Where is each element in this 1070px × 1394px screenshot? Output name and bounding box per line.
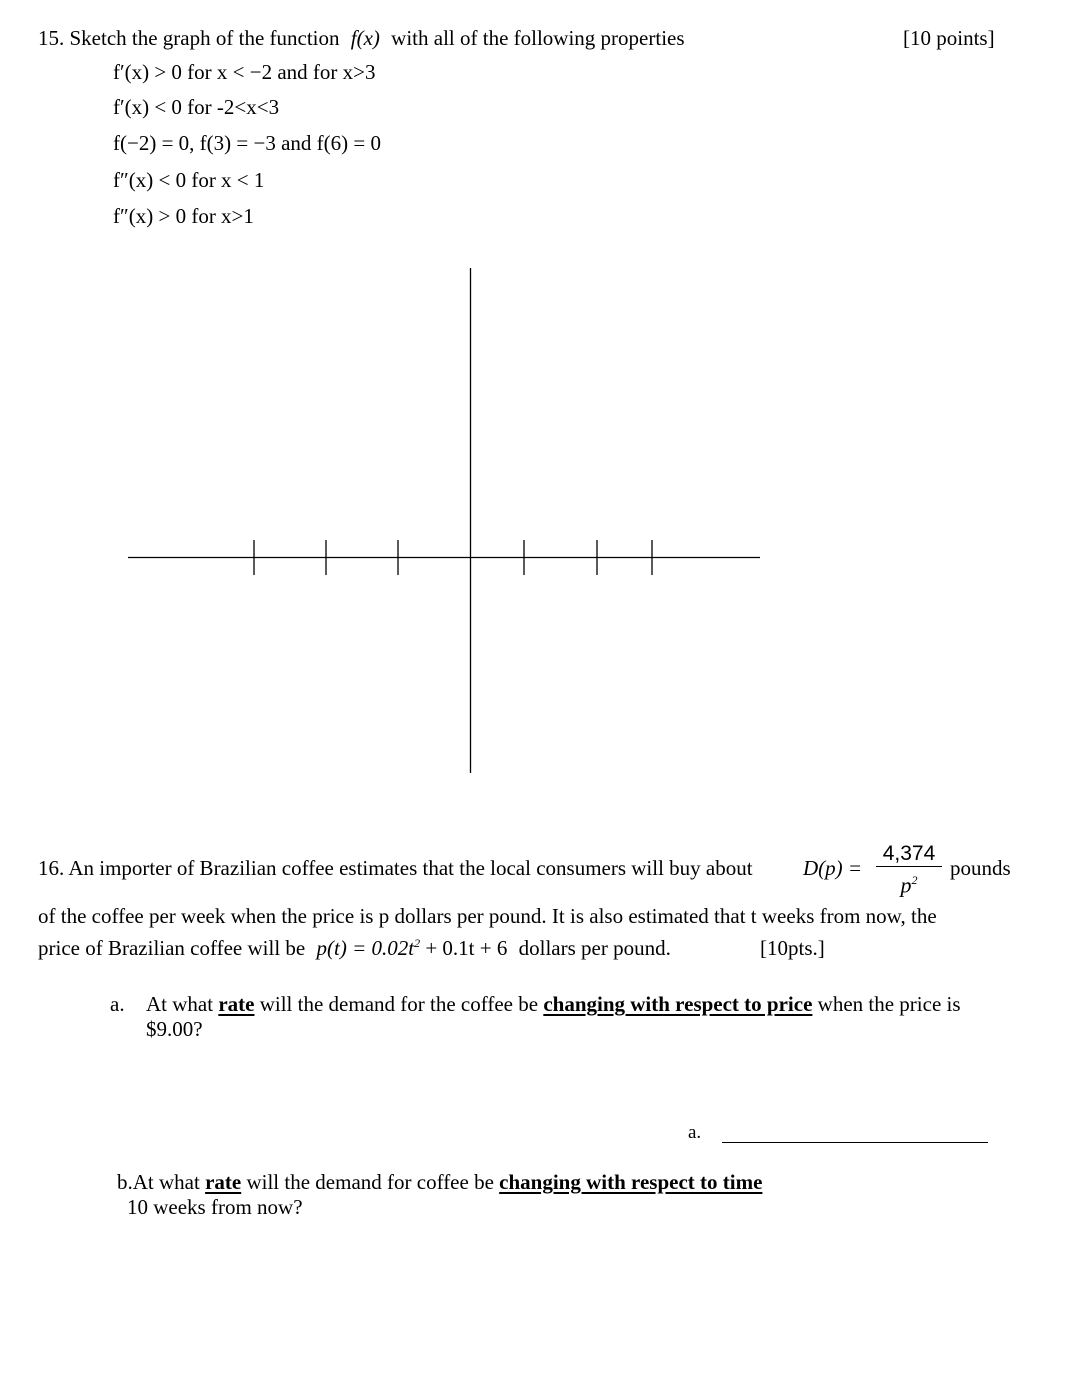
q16-points: [10pts.] [760, 936, 825, 960]
q15-property-4: f″(x) < 0 for x < 1 [113, 168, 265, 192]
q16a-answer-label: a. [688, 1122, 702, 1143]
q16b-rate-emphasis: rate [205, 1170, 242, 1194]
q15-property-2: f′(x) < 0 for -2<x<3 [113, 95, 280, 119]
q15-function-label: f(x) [350, 26, 380, 50]
q16-units: pounds [950, 856, 1011, 880]
q16-price-function: $p(t) = 0.02t^2 + 0.1t + 6$ [316, 936, 508, 960]
q16-demand-fraction [876, 842, 942, 898]
q16a-price-emphasis: changing with respect to price [543, 992, 813, 1016]
q16b-time-emphasis: changing with respect to time [499, 1170, 763, 1194]
q16-line-2: of the coffee per week when the price is p dollars per pound. It is also estimated that t weeks from now, the [38, 904, 937, 928]
q15-property-1: f′(x) > 0 for x < −2 and for x>3 [113, 60, 376, 84]
q15-heading-tail: with all of the following properties [391, 26, 685, 50]
q16-line-3-start: price of Brazilian coffee will be [38, 936, 306, 960]
q16a-rate-emphasis: rate [218, 992, 255, 1016]
q16b-question-cont: 10 weeks from now? [127, 1195, 303, 1219]
q16b-question: b.At what rate will the demand for coffee be changing with respect to time [117, 1170, 763, 1194]
q16-line-3 [38, 936, 671, 961]
q15-points: [10 points] [903, 26, 995, 50]
q15-property-5: f″(x) > 0 for x>1 [113, 204, 254, 228]
q15-property-3: f(−2) = 0, f(3) = −3 and f(6) = 0 [113, 131, 381, 155]
q16-demand-numerator: 4,374 [882, 842, 936, 865]
q16a-question-cont: $9.00? [146, 1017, 203, 1041]
q15-heading-text: 15. Sketch the graph of the function [38, 26, 340, 50]
q16-intro: 16. An importer of Brazilian coffee estimates that the local consumers will buy about [38, 856, 753, 880]
q16-demand-lhs: D(p) = [803, 856, 863, 880]
q16a-question: At what rate will the demand for the coffee be changing with respect to price when the price is [146, 992, 961, 1016]
q16-line-3-end: dollars per pound. [518, 936, 671, 960]
q16-demand-denominator: $p^2$ [900, 872, 918, 898]
q16a-marker: a. [110, 992, 125, 1016]
